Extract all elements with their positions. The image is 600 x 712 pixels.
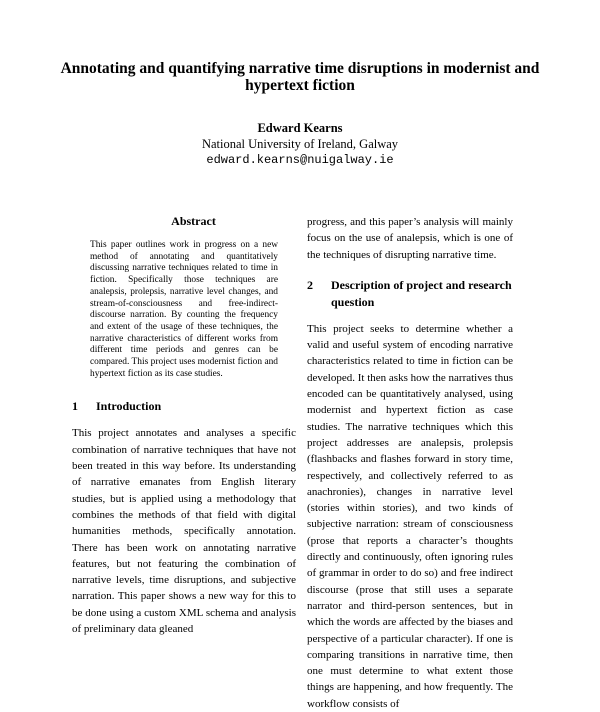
section-number: 1	[72, 399, 78, 414]
section-heading-description	[307, 277, 513, 311]
author-block	[100, 120, 500, 168]
left-column	[72, 214, 297, 637]
section-title: Introduction	[96, 399, 162, 414]
section-title: Description of project and research question	[331, 277, 512, 309]
section-number: 2	[307, 277, 313, 292]
section-heading-introduction	[72, 398, 296, 415]
abstract-heading: Abstract	[171, 214, 216, 228]
description-text: This project seeks to determine whether a valid and useful system of encoding narrative characteristics related to time in fiction can be developed. It then asks how the narratives thus encoded can be quantitatively analysed, using modernist and hypertext fiction as case studies. The narrative techniques which this project addresses are analepsis, prolepsis (flashbacks and flashes forward in story time, respectively, and collectively referred to as anachronies), changes in narrative level (stories within stories), and two kinds of subjective narration: stream of consciousness (prose that reports a character’s thoughts directly and continuously, often ignoring rules of grammar in order to do so) and free indirect discourse (prose that still uses a separate narrator and third-person sentences, but in which the words are affected by the biases and perspective of a particular character). If one is comparing transitions in narrative time, then one must determine to what extent those things are happening, and how frequently. The workflow consists of	[307, 322, 513, 710]
right-column	[307, 214, 513, 712]
abstract-text: This paper outlines work in progress on a new method of annotating and quantitatively discussing narrative techniques related to time in fiction. Specifically those techniques are analepsis, prolepsis, narrative level changes, and stream-of-consciousness and free-indirect-discourse narration. By counting the frequency and extent of the usage of these techniques, the narrative characteristics of different works from different time periods and genres can be compared. This project uses modernist fiction and hypertext fiction as its case studies.	[90, 240, 278, 379]
continued-text: progress, and this paper’s analysis will mainly focus on the use of analepsis, which is one of the techniques of disrupting narrative time.	[307, 216, 513, 261]
author-email: edward.kearns@nuigalway.ie	[206, 153, 394, 167]
paper-title: Annotating and quantifying narrative time disruptions in modernist and hypertext fiction	[60, 60, 540, 94]
author-affiliation: National University of Ireland, Galway	[201, 137, 399, 151]
introduction-text: This project annotates and analyses a specific combination of narrative techniques that have not been treated in this way before. Its understanding of narrative emanates from English literary studies, but is applied using a methodology that combines the methods of that field with digital humanities methods, specifically annotation. There has been work on annotating narrative features, but not featuring the combination of narrative levels, time disruptions, and subjective narration. This paper shows a new way for this to be done using a custom XML schema and analysis of preliminary data gleaned	[72, 427, 296, 635]
author-name: Edward Kearns	[257, 121, 343, 135]
